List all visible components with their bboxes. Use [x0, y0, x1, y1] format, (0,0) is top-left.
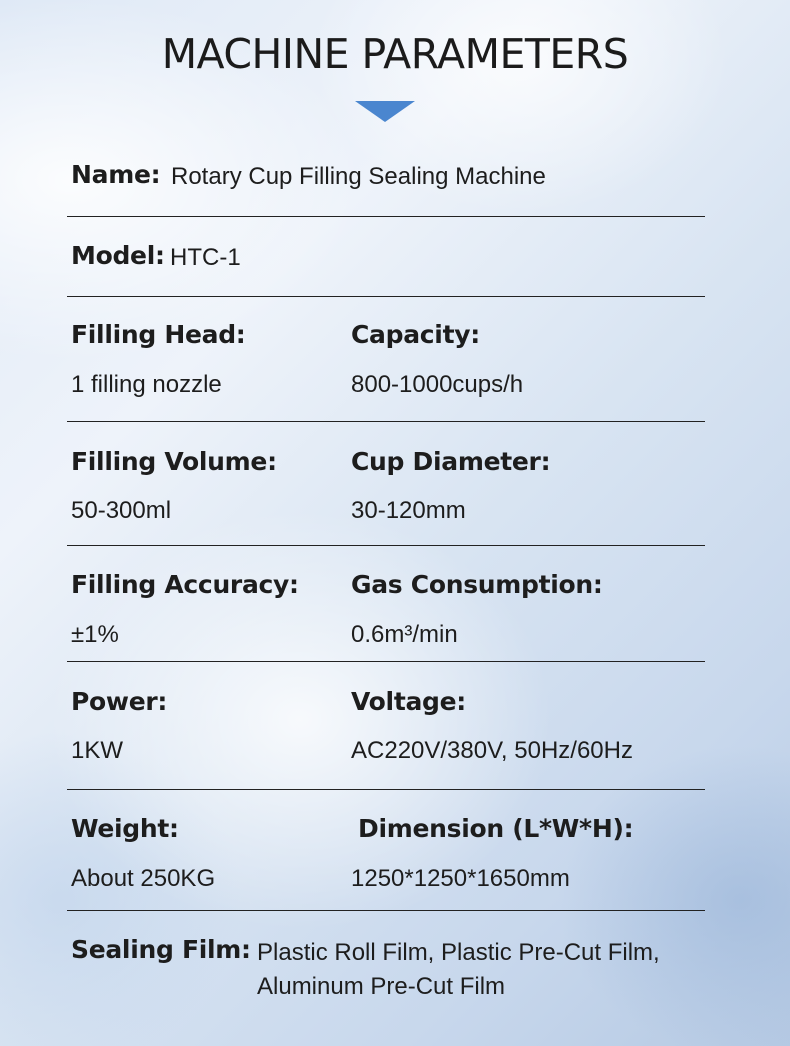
- cup-diameter-value: 30-120mm: [351, 497, 466, 524]
- name-label: Name:: [71, 160, 161, 189]
- divider: [67, 789, 705, 790]
- weight-label: Weight:: [71, 814, 179, 843]
- power-value: 1KW: [71, 737, 124, 764]
- voltage-value: AC220V/380V, 50Hz/60Hz: [351, 737, 633, 764]
- name-value: Rotary Cup Filling Sealing Machine: [171, 163, 546, 190]
- sealing-film-label: Sealing Film:: [71, 935, 251, 964]
- divider: [67, 910, 705, 911]
- gas-consumption-label: Gas Consumption:: [351, 570, 603, 599]
- sealing-film-value-line2: Aluminum Pre-Cut Film: [257, 973, 506, 1000]
- divider: [67, 661, 705, 662]
- filling-accuracy-label: Filling Accuracy:: [71, 570, 299, 599]
- gas-consumption-value: 0.6m³/min: [351, 621, 458, 648]
- power-label: Power:: [71, 687, 168, 716]
- cup-diameter-label: Cup Diameter:: [351, 447, 551, 476]
- model-value: HTC-1: [170, 244, 241, 271]
- filling-head-value: 1 filling nozzle: [71, 371, 222, 398]
- filling-accuracy-value: ±1%: [71, 621, 119, 648]
- divider: [67, 296, 705, 297]
- filling-head-label: Filling Head:: [71, 320, 246, 349]
- chevron-down-icon: [355, 101, 415, 122]
- capacity-value: 800-1000cups/h: [351, 371, 524, 398]
- divider: [67, 216, 705, 217]
- voltage-label: Voltage:: [351, 687, 466, 716]
- weight-value: About 250KG: [71, 865, 216, 892]
- dimension-label: Dimension (L*W*H):: [358, 814, 634, 843]
- divider: [67, 421, 705, 422]
- capacity-label: Capacity:: [351, 320, 480, 349]
- dimension-value: 1250*1250*1650mm: [351, 865, 570, 892]
- model-label: Model:: [71, 241, 165, 270]
- filling-volume-value: 50-300ml: [71, 497, 172, 524]
- divider: [67, 545, 705, 546]
- sealing-film-value-line1: Plastic Roll Film, Plastic Pre-Cut Film,: [257, 939, 660, 966]
- filling-volume-label: Filling Volume:: [71, 447, 277, 476]
- page-title: MACHINE PARAMETERS: [161, 30, 629, 78]
